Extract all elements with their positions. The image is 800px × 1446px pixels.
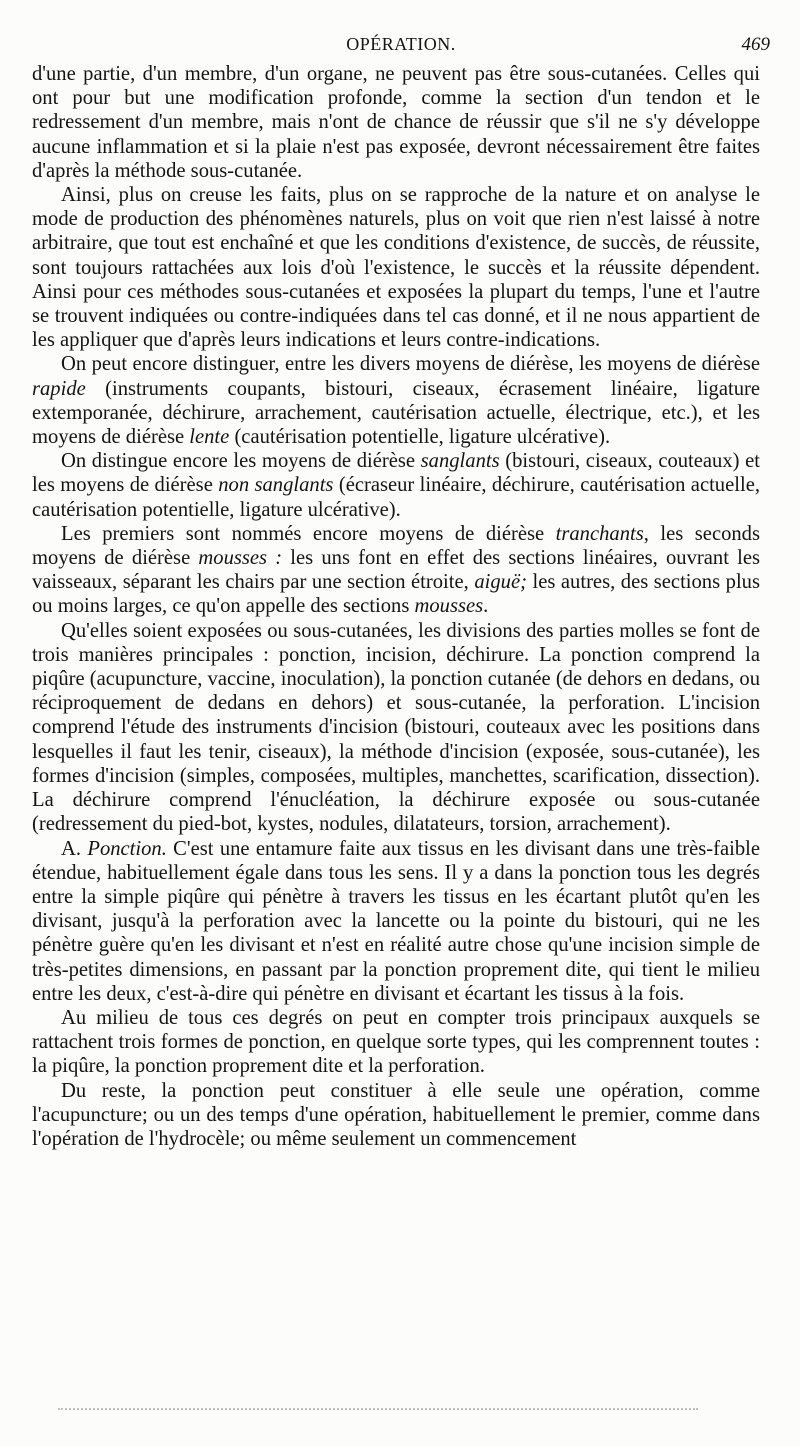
paragraph-text: Les premiers sont nommés encore moyens de diérèse [61,522,556,545]
paragraph [32,449,760,522]
body-text [32,62,760,1151]
paragraph-section-a [32,837,760,1006]
paragraph-text: les autres, des sections plus ou moins larges, ce qu'on appelle des sections [32,571,760,618]
italic-term: aiguë; [474,571,527,594]
paragraph-text: Au milieu de tous ces degrés on peut en compter trois principaux auxquels se rattachent trois formes de ponction, en quelque sorte types, qui les comprennent toutes : la piqûre, la ponction proprement dite et la perforation. [32,1006,760,1078]
paragraph-text: Ainsi, plus on creuse les faits, plus on se rapproche de la nature et on analyse le mode de production des phénomènes naturels, plus on voit que rien n'est laissé à notre arbitraire, que tout est enchaîné et que les conditions d'existence, de succès, de réussite, sont toujours rattachées aux lois d'où l'existence, le succès et la réussite dépendent. Ainsi pour ces méthodes sous-cutanées et exposées la plupart du temps, l'une et l'autre se trouvent indiquées ou contre-indiquées dans tel cas donné, et il ne nous appartient de les appliquer que d'après leurs indications et leurs contre-indications. [32,184,760,352]
scan-artifact-dots [58,1408,698,1412]
paragraph-text: (cautérisation potentielle, ligature ulcérative). [229,426,611,449]
paragraph-text: , les seconds moyens de diérèse [32,522,760,570]
italic-term: mousses : [198,547,283,570]
paragraph-text: (bistouri, ciseaux, couteaux) et les moyens de diérèse [32,450,761,497]
italic-term: non sanglants [218,474,334,497]
running-head: OPÉRATION. [346,34,456,54]
page-number: 469 [741,34,770,55]
italic-term: mousses [414,595,484,618]
paragraph-text: (instruments coupants, bistouri, ciseaux, écrasement linéaire, ligature extemporanée, déchirure, arrachement, cautérisation actuelle, électrique, etc.), et les moyens de diérèse [32,377,760,449]
paragraph-text: (écraseur linéaire, déchirure, cautérisation actuelle, cautérisation potentielle, ligature ulcérative). [32,474,760,521]
italic-term: tranchants [555,522,644,545]
paragraph [32,522,760,619]
paragraph-text: On distingue encore les moyens de diérèse [61,450,421,473]
paragraph [32,352,760,449]
paragraph-text: d'une partie, d'un membre, d'un organe, ne peuvent pas être sous-cutanées. Celles qui ont pour but une modification profonde, comme la section d'un tendon et le redressement d'un membre, mais n'ont de chance de réussir que s'il ne s'y développe aucune inflammation et si la plaie n'est pas exposée, devront nécessairement être faites d'après la méthode sous-cutanée. [32,63,760,182]
paragraph-text: Du reste, la ponction peut constituer à elle seule une opération, comme l'acupuncture; ou un des temps d'une opération, habituellement le premier, comme dans l'opération de l'hydrocèle; ou même seulement un commencement [32,1079,760,1150]
paragraph-text: On peut encore distinguer, entre les divers moyens de diérèse, les moyens de diérèse [61,353,760,376]
section-heading: Ponction. [87,837,167,860]
paragraph-continuation [32,62,760,183]
italic-term: lente [189,426,230,449]
paragraph-text: . [483,595,489,618]
paragraph-text: les uns font en effet des sections linéaires, ouvrant les vaisseaux, séparant les chairs par une section étroite, [32,547,760,594]
italic-term: sanglants [420,450,500,473]
section-letter: A. [61,837,88,860]
paragraph [32,619,760,837]
page-header [32,34,770,56]
italic-term: rapide [32,377,86,400]
paragraph-text: Qu'elles soient exposées ou sous-cutanées, les divisions des parties molles se font de trois manières principales : ponction, incision, déchirure. La ponction comprend la piqûre (acupuncture, vaccine, inoculation), la ponction cutanée (de dehors en dedans, ou réciproquement de dedans en dehors) et sous-cutanée, la perforation. L'incision comprend l'étude des instruments d'incision (bistouri, couteaux avec les positions dans lesquelles il faut les tenir, ciseaux), la méthode d'incision (exposée, sous-cutanée), les formes d'incision (simples, composées, multiples, manchettes, scarification, dissection). La déchirure comprend l'énucléation, la déchirure exposée ou sous-cutanée (redressement du pied-bot, kystes, nodules, dilatateurs, torsion, arrachement). [32,619,760,836]
paragraph [32,1006,760,1079]
paragraph [32,1079,760,1152]
paragraph [32,183,760,352]
paragraph-text: C'est une entamure faite aux tissus en les divisant dans une très-faible étendue, habituellement égale dans tous les sens. Il y a dans la ponction tous les degrés entre la simple piqûre qui pénètre à travers les tissus en les écartant plutôt qu'en les divisant, jusqu'à la perforation avec la lancette ou la pointe du bistouri, qui ne les pénètre guère qu'en les divisant et n'est en réalité autre chose qu'une incision simple de très-petites dimensions, en passant par la ponction proprement dite, qui tient le milieu entre les deux, c'est-à-dire qui pénètre en divisant et écartant les tissus à la fois. [32,837,761,1005]
